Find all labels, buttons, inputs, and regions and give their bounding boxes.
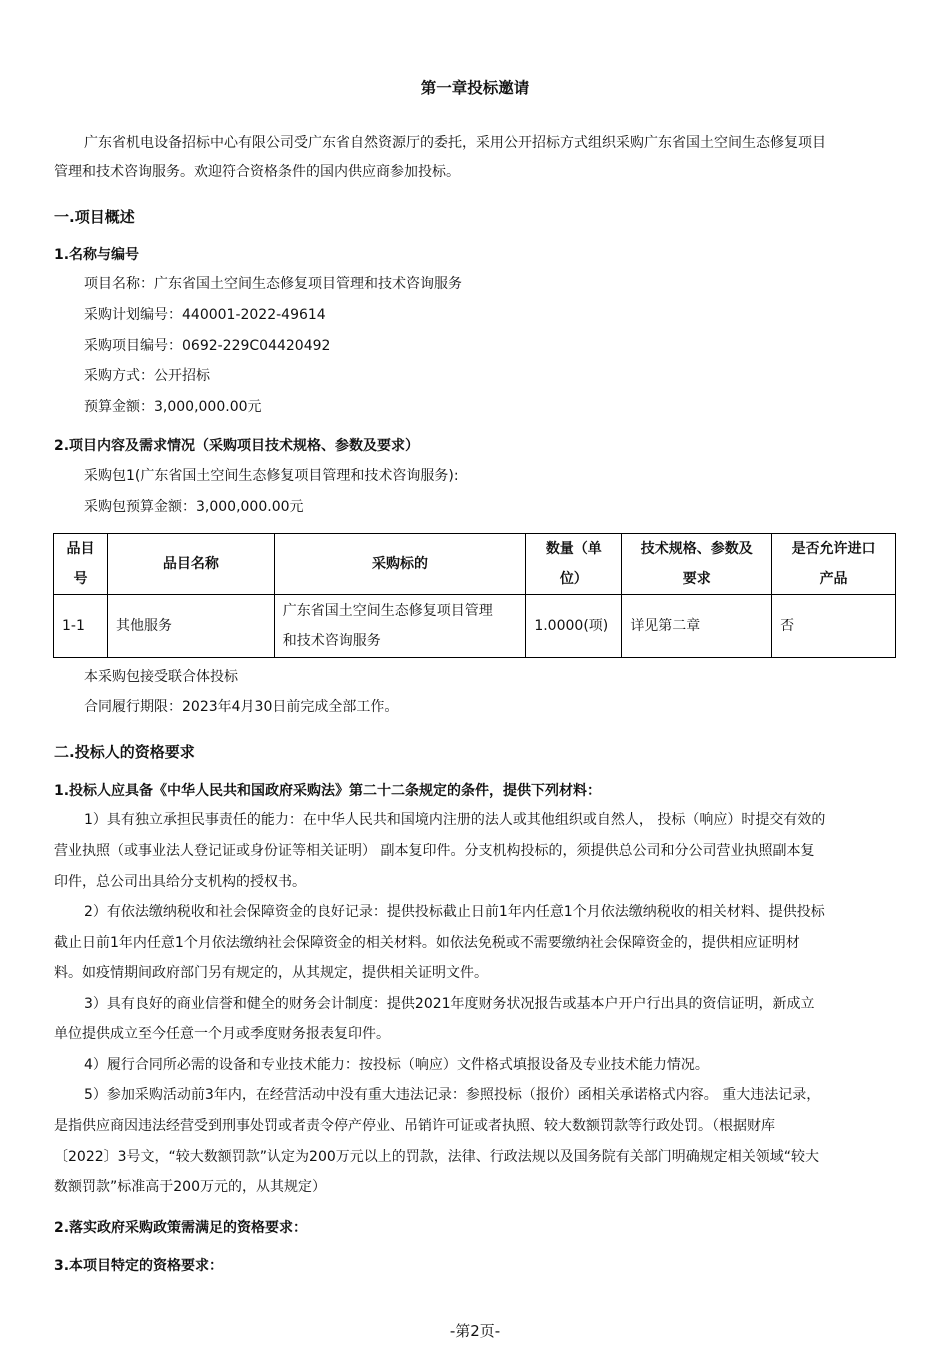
req-1-line-1: 1）具有独立承担民事责任的能力：在中华人民共和国境内注册的法人或其他组织或自然人， 投标（响应）时提交有效的	[84, 812, 826, 828]
intro-line-1: 广东省机电设备招标中心有限公司受广东省自然资源厅的委托，采用公开招标方式组织采购广东省国土空间生态修复项目	[84, 135, 826, 151]
req-2-line-2: 截止日前1年内任意1个月依法缴纳社会保障资金的相关材料。如依法免税或不需要缴纳社会保障资金的，提供相应证明材	[54, 935, 800, 951]
subsection-name-and-number: 1.名称与编号	[54, 247, 140, 263]
package-name: 采购包1(广东省国土空间生态修复项目管理和技术咨询服务):	[84, 468, 459, 484]
table-header-row	[54, 534, 896, 595]
header-target: 采购标的	[274, 534, 526, 595]
field-plan-number: 采购计划编号：440001-2022-49614	[84, 307, 326, 323]
req-5-line-1: 5）参加采购活动前3年内，在经营活动中没有重大违法记录：参照投标（报价）函相关承诺格式内容。 重大违法记录，	[84, 1087, 821, 1103]
package-budget: 采购包预算金额：3,000,000.00元	[84, 499, 304, 515]
subsection-specific-requirements: 3.本项目特定的资格要求：	[54, 1258, 224, 1274]
header-item-name: 品目名称	[107, 534, 274, 595]
req-1-line-2: 营业执照（或事业法人登记证或身份证等相关证明） 副本复印件。分支机构投标的，须提供总公司和分公司营业执照副本复	[54, 843, 815, 859]
section-1-heading: 一.项目概述	[54, 208, 135, 226]
field-procurement-method: 采购方式：公开招标	[84, 368, 210, 384]
req-3-line-1: 3）具有良好的商业信誉和健全的财务会计制度：提供2021年度财务状况报告或基本户开户行出具的资信证明，新成立	[84, 996, 815, 1012]
cell-item-name: 其他服务	[107, 595, 274, 658]
req-5-line-2: 是指供应商因违法经营受到刑事处罚或者责令停产停业、吊销许可证或者执照、较大数额罚款等行政处罚。（根据财库	[54, 1118, 775, 1134]
req-3-line-2: 单位提供成立至今任意一个月或季度财务报表复印件。	[54, 1026, 390, 1042]
cell-spec: 详见第二章	[622, 595, 772, 658]
req-4-line-1: 4）履行合同所必需的设备和专业技术能力：按投标（响应）文件格式填报设备及专业技术能力情况。	[84, 1057, 709, 1073]
subsection-policy-requirements: 2.落实政府采购政策需满足的资格要求：	[54, 1220, 308, 1236]
header-item-no: 品目 号	[54, 534, 108, 595]
req-1-line-3: 印件，总公司出具给分支机构的授权书。	[54, 874, 306, 890]
cell-target: 广东省国土空间生态修复项目管理 和技术咨询服务	[274, 595, 526, 658]
page-number: -第2页-	[449, 1322, 501, 1340]
header-quantity: 数量（单 位）	[526, 534, 622, 595]
req-5-line-3: 〔2022〕3号文，“较大数额罚款”认定为200万元以上的罚款，法律、行政法规以及国务院有关部门明确规定相关领域“较大	[54, 1149, 820, 1165]
consortium-note: 本采购包接受联合体投标	[84, 669, 238, 685]
req-2-line-1: 2）有依法缴纳税收和社会保障资金的良好记录：提供投标截止日前1年内任意1个月依法缴纳税收的相关材料、提供投标	[84, 904, 825, 920]
field-project-number: 采购项目编号：0692-229C04420492	[84, 338, 331, 354]
header-import: 是否允许进口 产品	[772, 534, 896, 595]
cell-import: 否	[772, 595, 896, 658]
req-2-line-3: 料。如疫情期间政府部门另有规定的，从其规定，提供相关证明文件。	[54, 965, 488, 981]
cell-quantity: 1.0000(项)	[526, 595, 622, 658]
subsection-procurement-law: 1.投标人应具备《中华人民共和国政府采购法》第二十二条规定的条件，提供下列材料：	[54, 783, 602, 799]
section-2-heading: 二.投标人的资格要求	[54, 743, 195, 761]
contract-period: 合同履行期限：2023年4月30日前完成全部工作。	[84, 699, 399, 715]
items-table	[53, 533, 896, 658]
table-row	[54, 595, 896, 658]
header-spec: 技术规格、参数及 要求	[622, 534, 772, 595]
subsection-content-requirements: 2.项目内容及需求情况（采购项目技术规格、参数及要求）	[54, 438, 420, 454]
chapter-title: 第一章投标邀请	[420, 79, 530, 97]
req-5-line-4: 数额罚款”标准高于200万元的，从其规定）	[54, 1179, 326, 1195]
intro-line-2: 管理和技术咨询服务。欢迎符合资格条件的国内供应商参加投标。	[54, 164, 460, 180]
field-project-name: 项目名称：广东省国土空间生态修复项目管理和技术咨询服务	[84, 276, 462, 292]
cell-item-no: 1-1	[54, 595, 108, 658]
field-budget: 预算金额：3,000,000.00元	[84, 399, 262, 415]
